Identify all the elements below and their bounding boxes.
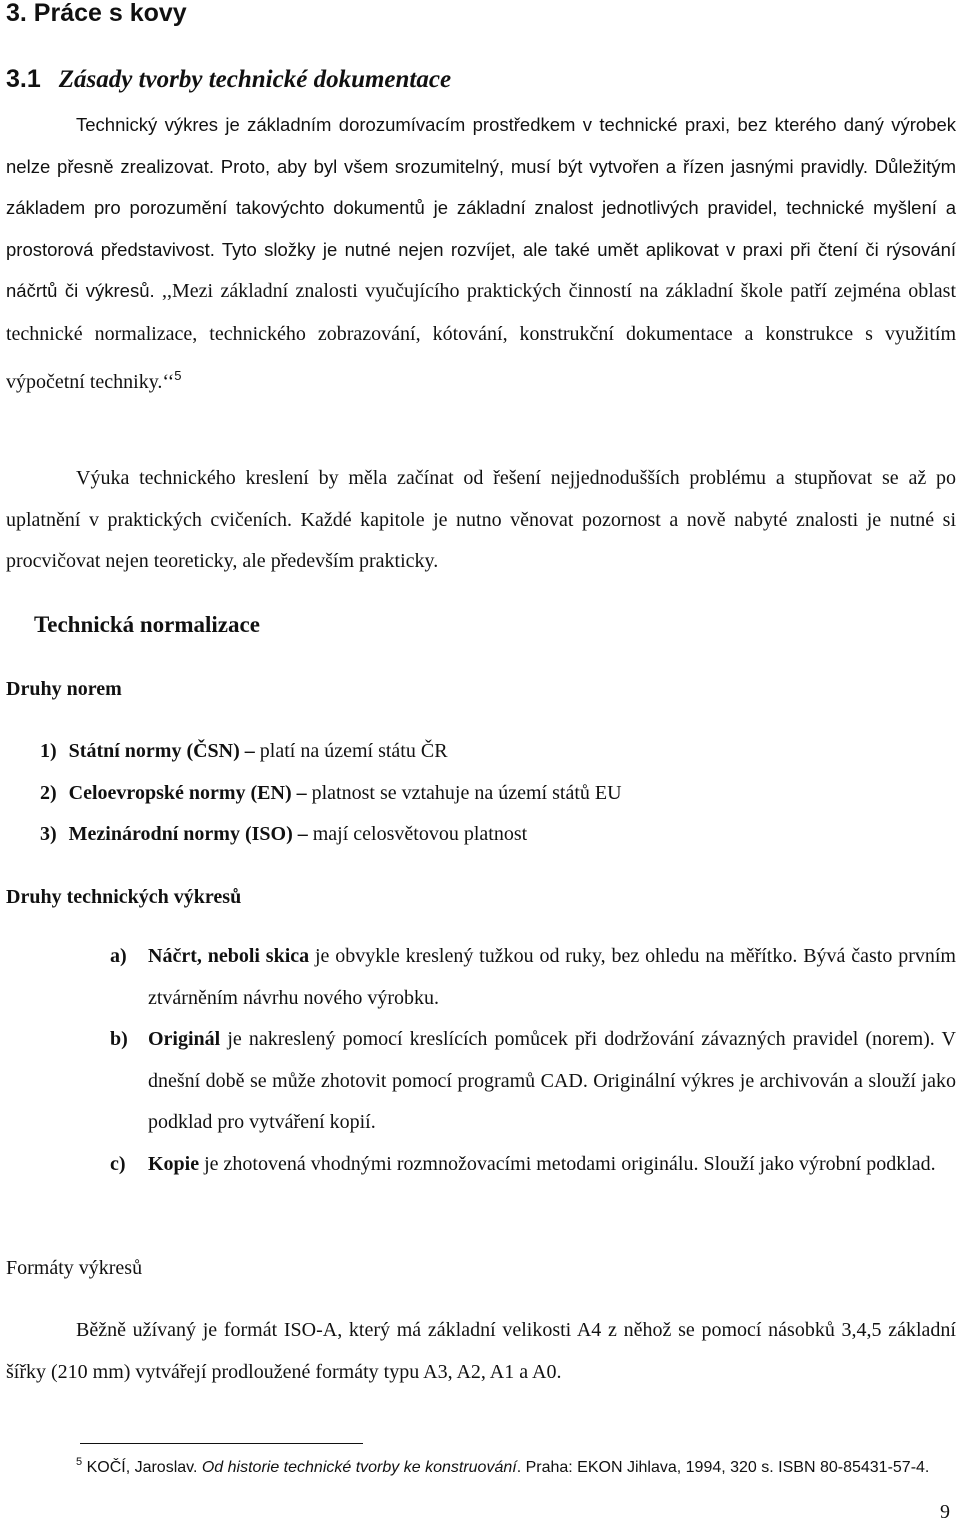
norm-item-name: Mezinárodní normy (ISO) – [68, 823, 308, 845]
footnote-reference: 5 [174, 368, 182, 383]
norm-item-name: Celoevropské normy (EN) – [68, 782, 307, 804]
norm-item-number: 2) [40, 782, 57, 804]
footnote-separator [80, 1443, 363, 1444]
formats-heading [6, 1255, 142, 1281]
drawing-type-name: Kopie [148, 1153, 200, 1175]
page-number: 9 [940, 1501, 950, 1523]
technical-normalization-heading: Technická normalizace [34, 612, 260, 637]
intro-paragraph [6, 104, 956, 404]
drawing-type-desc: je zhotovená vhodnými rozmnožovacími metodami originálu. Slouží jako výrobní podklad. [199, 1153, 936, 1175]
footnote-rest: . Praha: EKON Jihlava, 1994, 320 s. ISBN 80-85431-57-4. [516, 1459, 930, 1476]
norm-item-number: 3) [40, 823, 57, 845]
drawing-type-name: Originál [148, 1028, 221, 1050]
formats-heading-text: Formáty výkresů [6, 1257, 143, 1279]
norm-types-heading: Druhy norem [6, 678, 122, 700]
norm-item [40, 738, 448, 764]
drawing-type-item [110, 936, 956, 1019]
drawing-type-item [110, 1144, 956, 1186]
drawing-type-label: b) [110, 1028, 128, 1050]
drawing-type-desc: je obvykle kreslený tužkou od ruky, bez ohledu na měřítko. Bývá často prvním ztvárněním návrhu nového výrobku. [148, 945, 956, 1009]
section-heading [6, 64, 451, 95]
footnote-number: 5 [76, 1456, 83, 1468]
drawing-type-name: Náčrt, neboli skica [148, 945, 310, 967]
norm-item-desc: platí na území státu ČR [254, 740, 448, 762]
drawing-types-heading: Druhy technických výkresů [6, 886, 242, 908]
footnote-title: Od historie technické tvorby ke konstruování [201, 1459, 517, 1476]
norm-item [40, 821, 527, 847]
section-title: Zásady tvorby technické dokumentace [58, 66, 452, 93]
norm-item [40, 780, 622, 806]
drawing-type-item [110, 1019, 956, 1144]
footnote [6, 1450, 956, 1480]
norm-item-desc: mají celosvětovou platnost [307, 823, 528, 845]
drawing-type-label: a) [110, 945, 127, 967]
norm-item-desc: platnost se vztahuje na území států EU [306, 782, 622, 804]
chapter-heading: 3. Práce s kovy [6, 0, 187, 27]
intro-quote: ,,Mezi základní znalosti vyučujícího praktických činností na základní škole patří zejména oblast technické normalizace, technického zobrazování, kótování, konstrukční dokumentace a konstrukce s využitím výpočetní techniky.‘‘ [6, 280, 957, 393]
intro-text: Technický výkres je základním dorozumívacím prostředkem v technické praxi, bez kterého daný výrobek nelze přesně zrealizovat. Proto, aby byl všem srozumitelný, musí být vytvořen a řízen jasnými pravidly. Důležitým základem pro porozumění takovýchto dokumentů je základní znalost jednotlivých pravidel, technické myšlení a prostorová představivost. Tyto složky je nutné nejen rozvíjet, ale také umět aplikovat v praxi při čtení či rýsování náčrtů či výkresů. [6, 114, 956, 301]
section-number: 3.1 [6, 65, 41, 93]
drawing-type-label: c) [110, 1153, 126, 1175]
footnote-author: KOČÍ, Jaroslav. [82, 1459, 202, 1476]
formats-paragraph: Běžně užívaný je formát ISO-A, který má základní velikosti A4 z něhož se pomocí násobků 3,4,5 základní šířky (210 mm) vytvářejí prodloužené formáty typu A3, A2, A1 a A0. [6, 1319, 956, 1383]
norm-item-name: Státní normy (ČSN) – [68, 740, 255, 762]
norm-item-number: 1) [40, 740, 57, 762]
teaching-paragraph: Výuka technického kreslení by měla začínat od řešení nejjednodušších problému a stupňovat se až po uplatnění v praktických cvičeních. Každé kapitole je nutno věnovat pozornost a nově nabyté znalosti je nutné si procvičovat nejen teoreticky, ale především prakticky. [6, 467, 956, 572]
drawing-type-desc: je nakreslený pomocí kreslících pomůcek při dodržování závazných pravidel (norem). V dnešní době se může zhotovit pomocí programů CAD. Originální výkres je archivován a slouží jako podklad pro vytváření kopií. [148, 1028, 956, 1133]
